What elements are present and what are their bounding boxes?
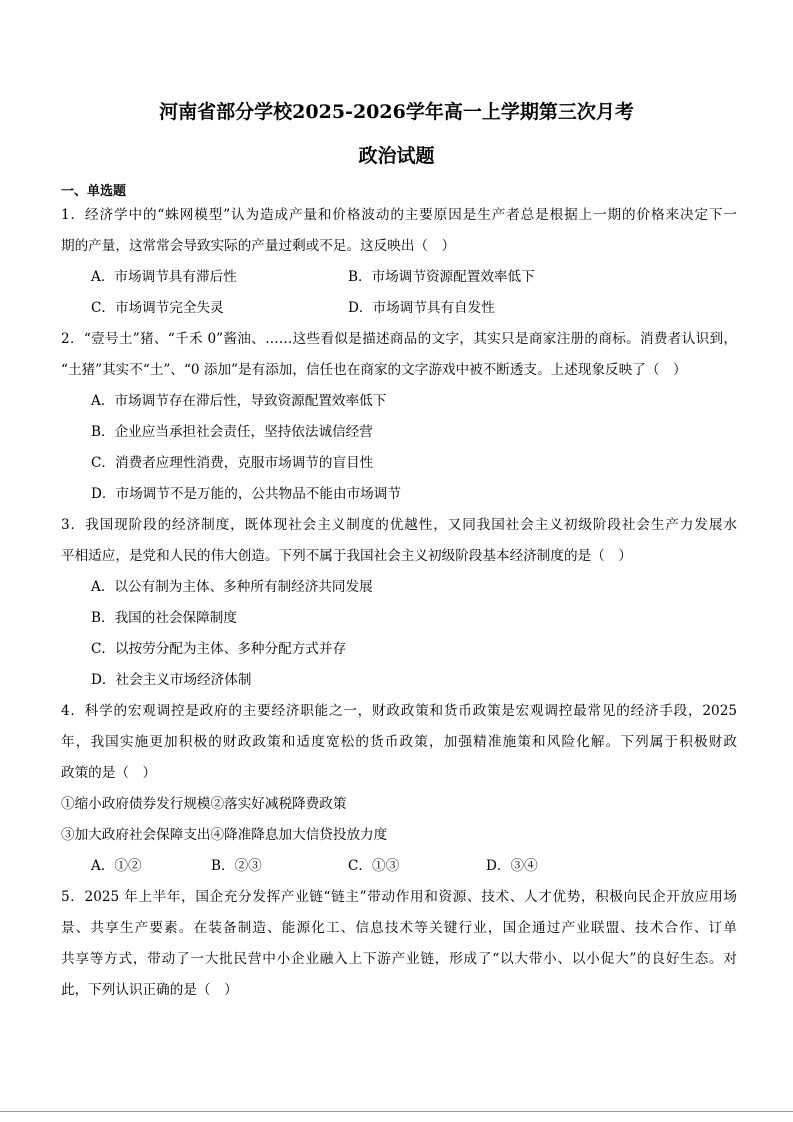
exam-subject: 政治试题	[358, 145, 435, 167]
q1-stem-line2: 期的产量，这常常会导致实际的产量过剩或不足。这反映出（ ）	[61, 238, 456, 254]
q2-option-c[interactable]: C．消费者应理性消费，克服市场调节的盲目性	[91, 455, 374, 471]
q4-option-c[interactable]: C．①③	[348, 858, 400, 874]
q1-option-a[interactable]: A．市场调节具有滞后性	[91, 269, 237, 285]
q4-statement-1-2: ①缩小政府债券发行规模②落实好减税降费政策	[61, 796, 347, 812]
q2-option-b[interactable]: B．企业应当承担社会责任，坚持依法诚信经营	[91, 424, 373, 440]
exam-title: 河南省部分学校2025-2026学年高一上学期第三次月考	[159, 101, 634, 123]
q3-option-b[interactable]: B．我国的社会保障制度	[91, 610, 237, 626]
q4-option-d[interactable]: D．③④	[486, 858, 538, 874]
section-heading: 一、单选题	[61, 184, 127, 199]
page-bottom-divider	[0, 1111, 793, 1112]
q3-option-d[interactable]: D．社会主义市场经济体制	[91, 672, 252, 688]
q2-option-d[interactable]: D．市场调节不是万能的，公共物品不能由市场调节	[91, 486, 401, 502]
q3-option-c[interactable]: C．以按劳分配为主体、多种分配方式并存	[91, 641, 347, 657]
q4-stem-line1: 4．科学的宏观调控是政府的主要经济职能之一，财政政策和货币政策是宏观调控最常见的经济手段，2025	[61, 703, 737, 719]
q1-option-c[interactable]: C．市场调节完全失灵	[91, 300, 224, 316]
q2-option-a[interactable]: A．市场调节存在滞后性，导致资源配置效率低下	[91, 393, 387, 409]
q3-stem-line2: 平相适应，是党和人民的伟大创造。下列不属于我国社会主义初级阶段基本经济制度的是（ ）	[61, 548, 632, 564]
q5-stem-line4: 此，下列认识正确的是（ ）	[61, 982, 238, 998]
q2-stem-line2: “土猪”其实不“土”、“0 添加”是有添加，信任也在商家的文字游戏中被不断透支。上述现象反映了（ ）	[61, 362, 687, 378]
q1-option-b[interactable]: B．市场调节资源配置效率低下	[348, 269, 535, 285]
q2-stem-line1: 2．“壹号土”猪、“千禾 0”酱油、……这些看似是描述商品的文字，其实只是商家注册的商标。消费者认识到，	[61, 331, 737, 347]
q3-stem-line1: 3．我国现阶段的经济制度，既体现社会主义制度的优越性，又同我国社会主义初级阶段社会生产力发展水	[61, 517, 737, 533]
q5-stem-line1: 5．2025 年上半年，国企充分发挥产业链“链主”带动作用和资源、技术、人才优势，积极向民企开放应用场	[61, 889, 737, 905]
q4-stem-line2: 年，我国实施更加积极的财政政策和适度宽松的货币政策，加强精准施策和风险化解。下列属于积极财政	[61, 734, 737, 750]
q4-stem-line3: 政策的是（ ）	[61, 765, 157, 781]
q4-option-b[interactable]: B．②③	[211, 858, 262, 874]
q5-stem-line3: 共享等方式，带动了一大批民营中小企业融入上下游产业链，形成了“以大带小、以小促大”的良好生态。对	[61, 951, 737, 967]
q3-option-a[interactable]: A．以公有制为主体、多种所有制经济共同发展	[91, 579, 373, 595]
q4-statement-3-4: ③加大政府社会保障支出④降准降息加大信贷投放力度	[61, 827, 388, 843]
q1-option-d[interactable]: D．市场调节具有自发性	[348, 300, 495, 316]
q1-stem-line1: 1．经济学中的“蛛网模型”认为造成产量和价格波动的主要原因是生产者总是根据上一期的价格来决定下一	[61, 207, 737, 223]
q5-stem-line2: 景、共享生产要素。在装备制造、能源化工、信息技术等关键行业，国企通过产业联盟、技术合作、订单	[61, 920, 737, 936]
q4-option-a[interactable]: A．①②	[91, 858, 142, 874]
